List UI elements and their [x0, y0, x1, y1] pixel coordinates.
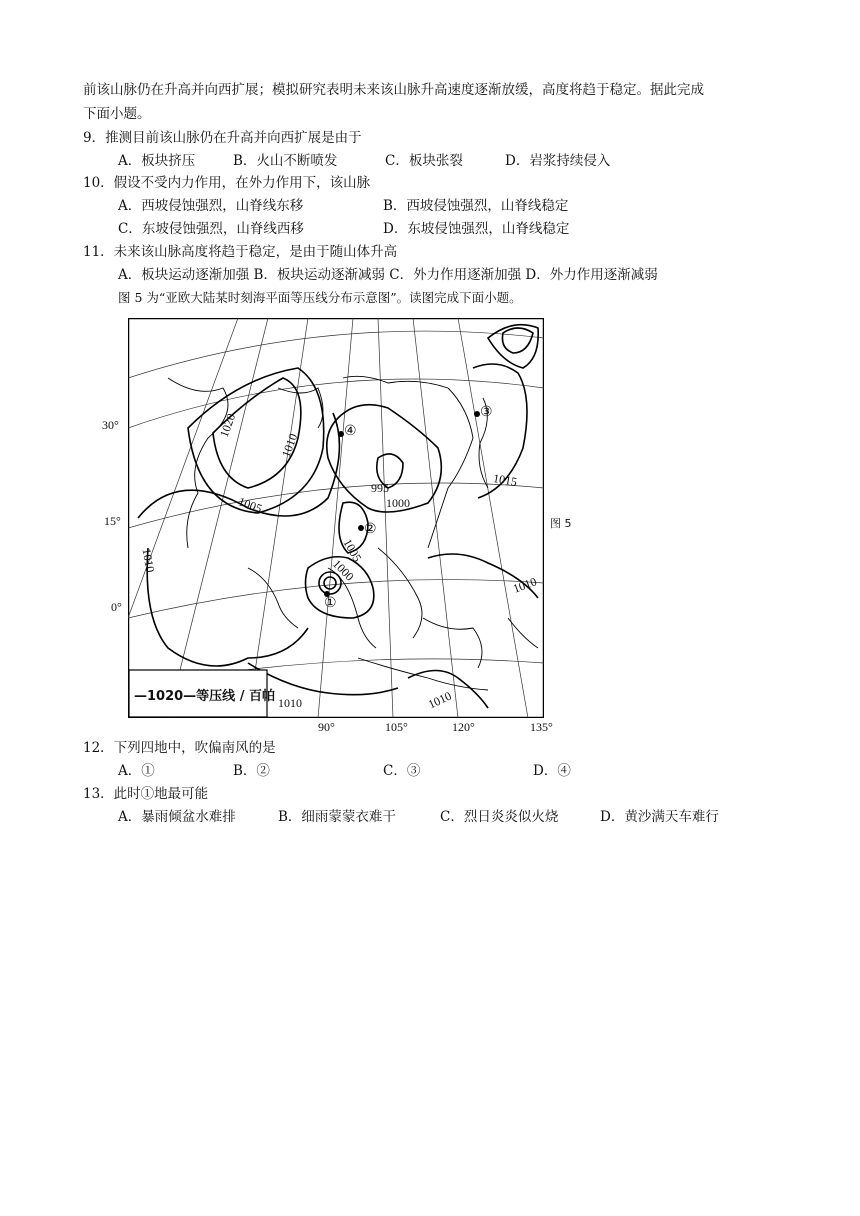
question-10-stem: 10．假设不受内力作用，在外力作用下，该山脉 [83, 175, 371, 191]
intro-line-2: 下面小题。 [83, 106, 151, 122]
question-13-option-c[interactable]: C．烈日炎炎似火烧 [440, 809, 559, 825]
question-12-option-d[interactable]: D．④ [533, 763, 571, 779]
lat-label-15: 15° [104, 514, 121, 528]
lon-label-135: 135° [530, 720, 553, 734]
lon-label-105: 105° [385, 720, 408, 734]
isobar-label-1010-c: 1010 [511, 574, 539, 596]
lat-label-30: 30° [102, 418, 119, 432]
question-9-option-c[interactable]: C．板块张裂 [385, 153, 463, 169]
isobar-label-1005-a: 1005 [236, 494, 264, 516]
question-12-option-b[interactable]: B．② [233, 763, 270, 779]
isobar-label-1010-b: 1010 [139, 547, 158, 574]
intro-line-1: 前该山脉仍在升高并向西扩展；模拟研究表明未来该山脉升高速度逐渐放缓，高度将趋于稳定。据此完成 [83, 82, 704, 98]
figure-label: 图 5 [550, 517, 572, 530]
isobar-label-1005-b: 1005 [340, 536, 365, 565]
question-13-stem: 13．此时①地最可能 [83, 786, 209, 802]
legend-text: —1020—等压线 / 百帕 [134, 689, 275, 704]
isobar-label-995: 995 [371, 481, 389, 495]
question-9-option-d[interactable]: D．岩浆持续侵入 [505, 153, 611, 169]
isobar-label-1010-d: 1010 [278, 696, 302, 710]
question-9-option-a[interactable]: A．板块挤压 [118, 153, 196, 169]
question-12-stem: 12．下列四地中，吹偏南风的是 [83, 740, 276, 756]
question-10-option-d[interactable]: D．东坡侵蚀强烈，山脊线稳定 [383, 221, 570, 237]
question-10-option-b[interactable]: B．西坡侵蚀强烈，山脊线稳定 [383, 198, 569, 214]
question-13-option-d[interactable]: D．黄沙满天车难行 [600, 809, 719, 825]
isobar-label-1010-e: 1010 [425, 688, 454, 712]
isobar-label-1010-a: 1010 [278, 431, 301, 459]
isobar-label-1000-a: 1000 [386, 496, 410, 510]
lon-label-90: 90° [318, 720, 335, 734]
point-1-label: ① [324, 596, 337, 611]
question-12-option-a[interactable]: A．① [118, 763, 155, 779]
question-11-stem: 11．未来该山脉高度将趋于稳定，是由于随山体升高 [83, 244, 398, 260]
question-12-option-c[interactable]: C．③ [383, 763, 421, 779]
lat-label-0: 0° [111, 600, 122, 614]
point-2-label: ② [364, 522, 377, 537]
lon-label-120: 120° [452, 720, 475, 734]
question-13-option-b[interactable]: B．细雨蒙蒙衣难干 [278, 809, 396, 825]
question-10-option-a[interactable]: A．西坡侵蚀强烈，山脊线东移 [118, 198, 304, 214]
isobar-label-1020: 1020 [216, 411, 239, 439]
question-9-option-b[interactable]: B．火山不断喷发 [233, 153, 338, 169]
isobar-label-1000-b: 1000 [329, 556, 357, 584]
question-9-stem: 9．推测目前该山脉仍在升高并向西扩展是由于 [83, 130, 362, 146]
isobar-label-1015: 1015 [492, 471, 519, 489]
question-13-option-a[interactable]: A．暴雨倾盆水难排 [118, 809, 236, 825]
question-11-options[interactable]: A．板块运动逐渐加强 B．板块运动逐渐减弱 C．外力作用逐渐加强 D．外力作用逐渐减弱 [118, 267, 658, 283]
figure-intro: 图 5 为“亚欧大陆某时刻海平面等压线分布示意图”。读图完成下面小题。 [118, 290, 522, 305]
point-4-label: ④ [344, 424, 357, 439]
point-3-label: ③ [480, 405, 493, 420]
question-10-option-c[interactable]: C．东坡侵蚀强烈，山脊线西移 [118, 221, 304, 237]
